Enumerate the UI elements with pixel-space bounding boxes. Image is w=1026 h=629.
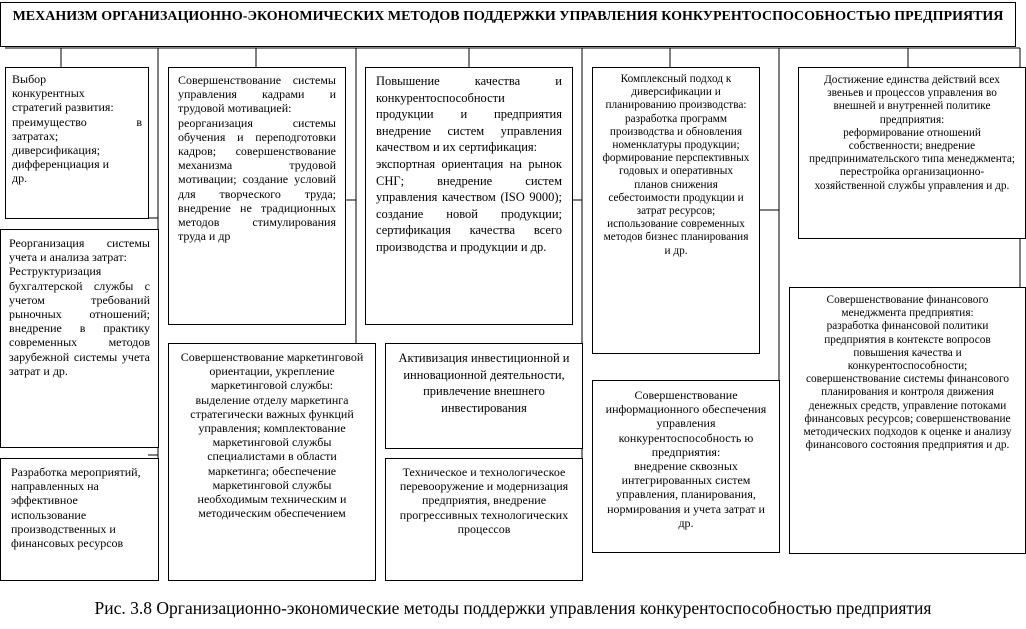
- box-cost-accounting: [0, 229, 159, 448]
- box-information: [592, 380, 780, 553]
- figure-caption: Рис. 3.8 Организационно-экономические методы поддержки управления конкурентоспособностью предприятия: [94, 598, 932, 618]
- box-marketing: [168, 343, 376, 581]
- box-text: Достижение единства действий всех звеньев и процессов управления во внешней и внутренней политике предприятия: реформирование отношений собственности; внедрение предпринимательского типа менеджмента; перестройка организационно-хозяйственной службы управления и др.: [809, 74, 1016, 192]
- box-text: Совершенствование информационного обеспечения управления конкурентоспособность ю предприятия: внедрение сквозных интегрированных систем управления, планирования, нормирования и учета затрат и др.: [605, 388, 767, 530]
- box-investment: [385, 343, 583, 449]
- box-resource-use: [0, 458, 159, 581]
- box-text: Реорганизация системы учета и анализа затрат: Реструктуризация бухгалтерской службы с учетом требований рыночных отношений; внедрение в практику современных методов зарубежной системы учета затрат и др.: [9, 236, 150, 378]
- box-text: Совершенствование системы управления кадрами и трудовой мотивацией: реорганизация системы обучения и переподготовки кадров; совершенствование механизма трудовой мотивации; создание условий для творческого труда; внедрение не традиционных методов стимулирования труда и др: [178, 73, 336, 244]
- box-text: Совершенствование финансового менеджмента предприятия: разработка финансовой политики предприятия в контексте вопросов повышения качества и конкурентоспособности; совершенствование системы финансового планирования и контроля движения денежных средств, управление потоками финансовых ресурсов; совершенствование методических подходов к оценке и анализу финансового состояния предприятия и др.: [803, 294, 1012, 452]
- box-modernization: [385, 458, 583, 581]
- box-hr-management: [168, 67, 346, 325]
- box-text: Совершенствование маркетинговой ориентации, укрепление маркетинговой службы: выделение отделу маркетинга стратегически важных функций управления; комплектование маркетинговой службы специалистами в области маркетинга; обеспечение маркетинговой службы необходимым техническим и методическим обеспечением: [180, 350, 364, 521]
- box-text: Разработка мероприятий, направленных на эффективное использование производственных и финансовых ресурсов: [11, 465, 141, 551]
- box-text: Активизация инвестиционной и инновационной деятельности, привлечение внешнего инвестирования: [398, 351, 570, 415]
- box-finance: [789, 287, 1026, 554]
- box-text: Техническое и технологическое перевооружение и модернизация предприятия, внедрение прогрессивных технологических процессов: [399, 465, 569, 536]
- box-quality: [365, 67, 573, 325]
- box-text: Повышение качества и конкурентоспособности продукции и предприятия внедрение систем управления качеством и их сертификация: экспортная ориентация на рынок СНГ; внедрение систем управления качеством (ISO 9000); создание новой продукции; сертификация качества всего производства и продукции и др.: [376, 74, 562, 254]
- box-text: Комплексный подход к диверсификации и планированию производства: разработка программ производства и обновления номенклатуры продукции; формирование перспективных годовых и оперативных планов снижения себестоимости продукции и затрат ресурсов; использование современных методов бизнес планирования и др.: [602, 73, 750, 257]
- box-text: Выбор конкурентных стратегий развития: преимущество в затратах; диверсификация; дифференциация и др.: [12, 72, 142, 186]
- diagram-title: МЕХАНИЗМ ОРГАНИЗАЦИОННО-ЭКОНОМИЧЕСКИХ МЕТОДОВ ПОДДЕРЖКИ УПРАВЛЕНИЯ КОНКУРЕНТОСПОСОБНОСТЬЮ ПРЕДПРИЯТИЯ: [0, 2, 1016, 47]
- box-diversification: [592, 67, 760, 354]
- box-unity: [798, 67, 1026, 239]
- box-competitive-strategies: [5, 67, 149, 219]
